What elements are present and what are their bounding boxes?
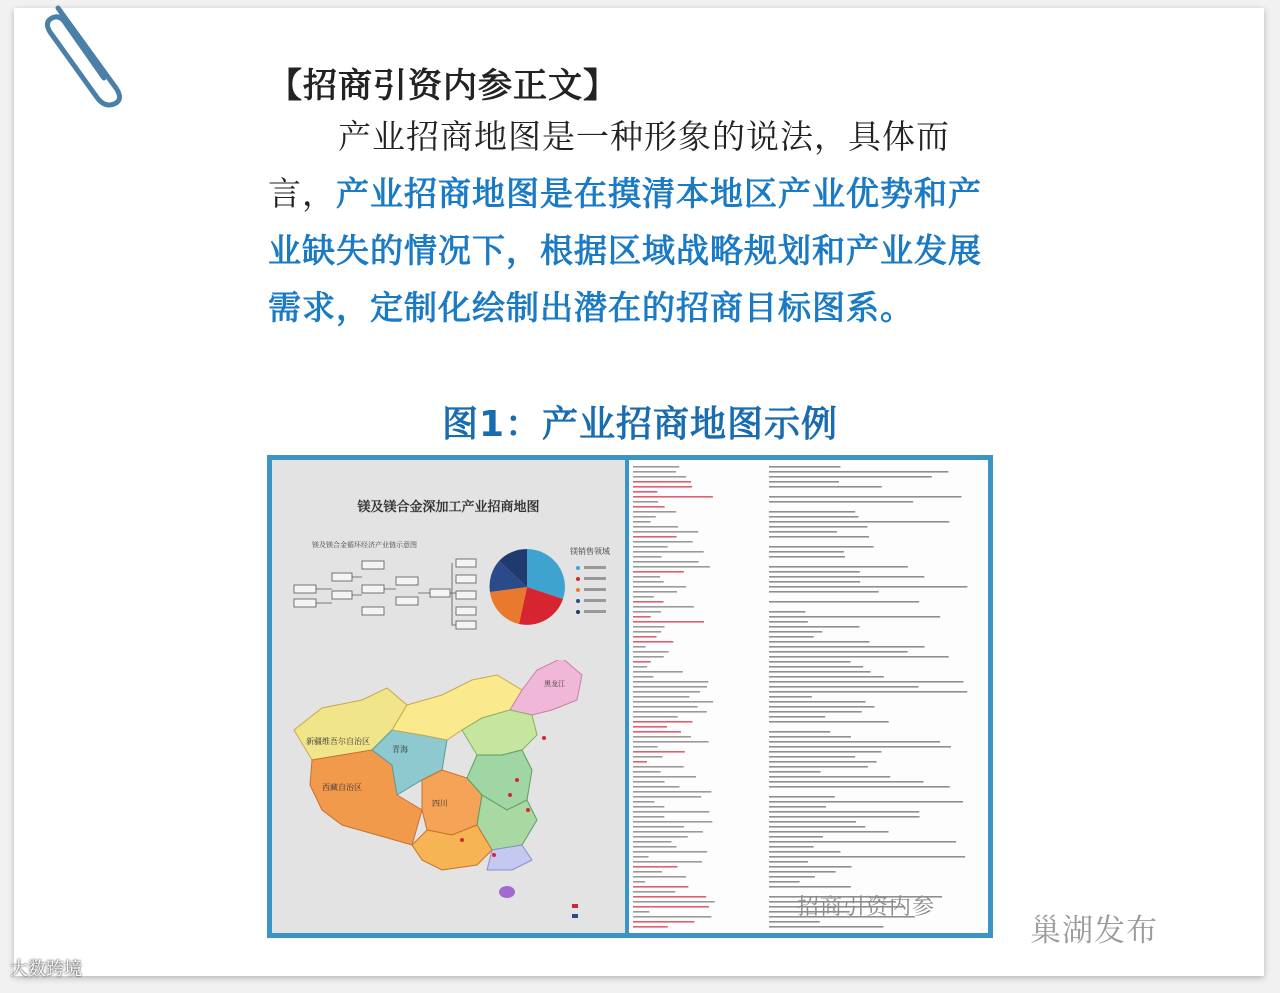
pie-legend (574, 560, 614, 620)
pie-legend-title: 镁销售领域 (570, 547, 610, 556)
figure-caption: 图1：产业招商地图示例 (441, 404, 839, 445)
figure-list-panel (629, 460, 988, 933)
target-list-lines (629, 460, 988, 933)
chain-flowchart (292, 555, 482, 635)
corner-watermark: 大数跨境 (10, 959, 82, 980)
paragraph-plain-text: 产业招商地图是一种形象的说法，具体而言， (268, 117, 950, 213)
paragraph-highlight-text: 产业招商地图是在摸清本地区产业优势和产业缺失的情况下，根据区域战略规划和产业发展需求，定制化绘制出潜在的招商目标图系。 (268, 174, 982, 327)
figure-map-panel (272, 460, 625, 933)
figure-image (267, 455, 993, 938)
article-heading: 【招商引资内参正文】 (268, 66, 618, 106)
map-label-xinjiang: 新疆维吾尔自治区 (306, 737, 370, 746)
map-label-heilongjiang: 黑龙江 (544, 680, 565, 688)
inner-watermark: 招商引资内参 (797, 895, 936, 920)
map-title: 镁及镁合金深加工产业招商地图 (357, 500, 540, 515)
map-label-qinghai: 青海 (392, 745, 408, 754)
paperclip-icon (28, 0, 123, 110)
map-label-sichuan: 四川 (432, 799, 448, 808)
map-label-tibet: 西藏自治区 (322, 783, 362, 792)
outer-watermark: 巢湖发布 (1030, 913, 1158, 949)
pie-chart (486, 546, 568, 628)
article-paragraph (268, 108, 998, 336)
china-map (282, 660, 617, 930)
chain-title: 镁及镁合金循环经济产业链示意图 (312, 541, 417, 549)
